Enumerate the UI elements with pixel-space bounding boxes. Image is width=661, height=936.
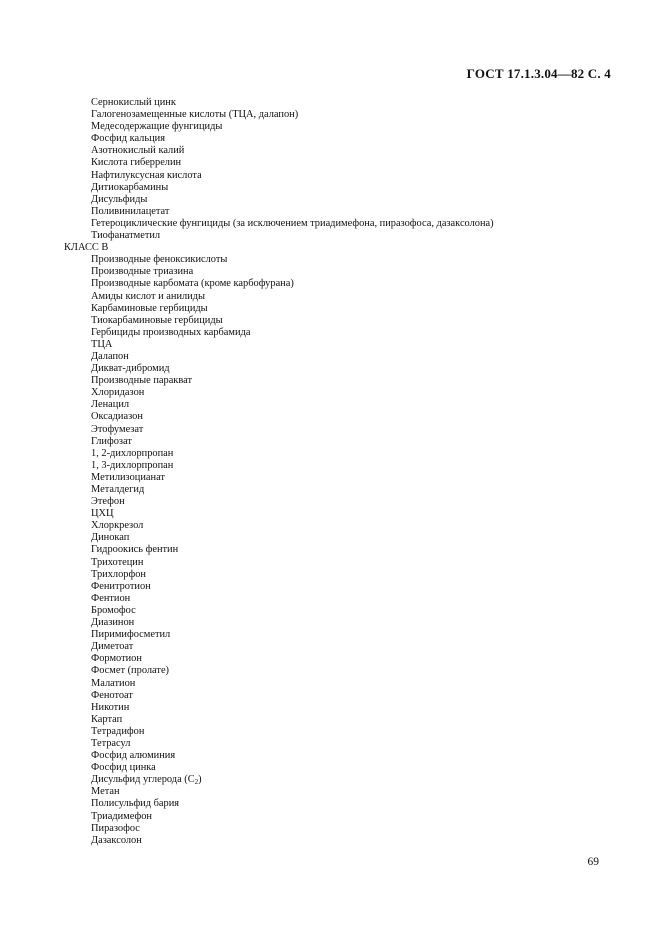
list-item: Тетрадифон	[91, 725, 145, 737]
list-item: Дикват-дибромид	[91, 363, 170, 375]
list-item: Метан	[91, 786, 120, 798]
list-item: Карбаминовые гербициды	[91, 302, 208, 314]
list-item: Производные карбомата (кроме карбофурана)	[91, 278, 294, 290]
list-item: Ленацил	[91, 399, 130, 411]
list-item: Никотин	[91, 701, 130, 713]
list-item: Гетероциклические фунгициды (за исключением триадимефона, пиразофоса, дазаксолона)	[91, 217, 494, 229]
list-item: Формотион	[91, 653, 142, 665]
list-item: Картап	[91, 713, 123, 725]
list-item: ЦХЦ	[91, 508, 114, 520]
class-heading: КЛАСС В	[64, 242, 109, 254]
list-item	[0, 774, 661, 786]
list-item: Амиды кислот и анилиды	[91, 290, 206, 302]
list-item-text-close: )	[198, 774, 202, 786]
list-item: Тиофанатметил	[91, 230, 161, 242]
list-group-before	[0, 97, 661, 242]
list-item: Фенитротион	[91, 580, 151, 592]
list-item: Динокап	[91, 532, 130, 544]
list-item: Тетрасул	[91, 737, 131, 749]
list-item: ТЦА	[91, 338, 113, 350]
list-item: Фосфид алюминия	[91, 750, 176, 762]
list-item: Малатион	[91, 677, 136, 689]
list-item: Пиразофос	[91, 822, 140, 834]
list-item: Трихлорфон	[91, 568, 146, 580]
list-item: Хлоридазон	[91, 387, 145, 399]
list-item: Фентион	[91, 592, 131, 604]
list-item: Медесодержащие фунгициды	[91, 121, 223, 133]
page-number: 69	[587, 856, 599, 868]
list-item: Триадимефон	[91, 810, 152, 822]
list-item: Оксадиазон	[91, 411, 143, 423]
list-item: Галогенозамещенные кислоты (ТЦА, далапон)	[91, 109, 299, 121]
list-item: Производные паракват	[91, 375, 193, 387]
list-item: 1, 3-дихлорпропан	[91, 459, 174, 471]
list-item: Далапон	[91, 350, 129, 362]
list-item: Металдегид	[91, 484, 145, 495]
list-item: Тиокарбаминовые гербициды	[91, 314, 223, 326]
subscript: 2	[194, 778, 199, 787]
list-item: Хлоркрезол	[91, 520, 144, 532]
list-item: Сернокислый цинк	[91, 97, 176, 108]
list-item: Дисульфиды	[91, 193, 148, 205]
list-item: Метилизоцианат	[91, 471, 165, 483]
list-item: Трихотецин	[91, 556, 144, 568]
list-item: Диазинон	[91, 617, 135, 629]
list-item: Азотнокислый калий	[91, 145, 185, 157]
list-group-end	[0, 786, 661, 846]
list-item: Этефон	[91, 496, 125, 508]
list-item: Бромофос	[91, 604, 136, 616]
pesticide-list	[0, 97, 661, 847]
list-group-after	[0, 254, 661, 774]
list-item: Полисульфид бария	[91, 798, 180, 810]
list-item: Фосфид кальция	[91, 133, 165, 145]
list-item: Нафтилуксусная кислота	[91, 169, 202, 181]
document-code-header: ГОСТ 17.1.3.04—82 С. 4	[466, 66, 611, 81]
list-item: Диметоат	[91, 641, 134, 653]
list-item: Производные триазина	[91, 266, 194, 278]
list-item: Фосфид цинка	[91, 762, 156, 774]
list-item: Поливинилацетат	[91, 205, 170, 217]
list-item: 1, 2-дихлорпропан	[91, 447, 174, 459]
list-item: Фосмет (пролате)	[91, 665, 170, 677]
list-item: Фенотоат	[91, 689, 133, 701]
list-item: Этофумезат	[91, 423, 144, 435]
list-item: Производные феноксикислоты	[91, 254, 228, 266]
list-item: Кислота гиберрелин	[91, 157, 182, 169]
list-item-text: Дисульфид углерода (C	[91, 774, 195, 786]
list-item: Гербициды производных карбамида	[91, 326, 251, 338]
list-item: Дитиокарбамины	[91, 181, 169, 193]
list-item: Глифозат	[91, 435, 132, 447]
list-item: Гидроокись фентин	[91, 544, 179, 556]
list-item: Пиримифосметил	[91, 629, 171, 641]
list-item: Дазаксолон	[91, 834, 142, 846]
